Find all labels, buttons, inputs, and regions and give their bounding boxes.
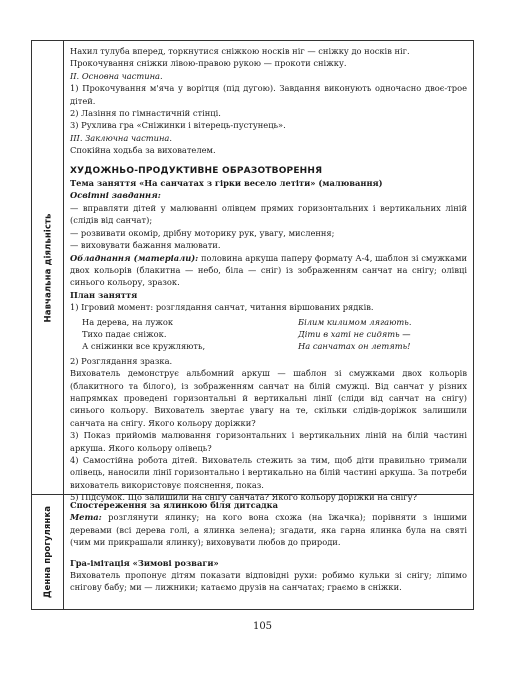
plan-item: 2) Розглядання зразка.	[70, 355, 173, 366]
poem-line: Білим килимом лягають.	[298, 316, 412, 327]
part2-heading: ІІ. Основна частина.	[70, 70, 163, 81]
materials-text: половина аркуша паперу формату А-4, шаблон зі смужками двох кольорів (блакитна — небо, біла — сніг) із зображенням санчат на снігу; олівці синього кольору, зразок.	[70, 252, 467, 288]
plan-label: План заняття	[70, 289, 138, 300]
game-text: Вихователь пропонує дітям показати відповідні рухи: робимо кульки зі снігу; ліпимо снігову бабу; ми — лижники; катаємо друзів на санчатах; граємо в сніжки.	[70, 570, 467, 593]
poem-line: Діти в хаті не сидять —	[298, 328, 411, 339]
part3-text: Спокійна ходьба за вихователем.	[70, 145, 216, 156]
intro-line: Прокочування сніжки лівою-правою рукою — прокоти сніжку.	[70, 58, 347, 69]
task-item: — виховувати бажання малювати.	[70, 240, 221, 251]
lesson-topic: Тема заняття «На санчатах з гірки весело летіти» (малювання)	[70, 178, 383, 189]
side-label-walk	[32, 494, 64, 610]
lesson-table	[31, 40, 474, 610]
side-label-learning	[32, 41, 64, 494]
observation-goal	[70, 511, 467, 548]
goal-label: Мета:	[70, 512, 102, 523]
intro-line: Нахил тулуба вперед, торкнутися сніжкою носків ніг — сніжку до носків ніг.	[70, 46, 410, 56]
section-heading: ХУДОЖНЬО-ПРОДУКТИВНЕ ОБРАЗОТВОРЕННЯ	[70, 165, 323, 176]
learning-activity-cell	[70, 45, 467, 504]
plan-item: 5) Підсумок. Що залишили на снігу санчата? Якого кольору доріжки на снігу?	[70, 492, 417, 503]
materials-label: Обладнання (матеріали):	[70, 252, 199, 263]
task-item: — розвивати окомір, дрібну моторику рук, увагу, мислення;	[70, 227, 335, 238]
poem-line: А сніжинки все кружляють,	[82, 341, 206, 352]
plan-item: 3) Показ прийомів малювання горизонтальних і вертикальних ліній на білій частині аркуша. Якого кольору олівець?	[70, 430, 467, 453]
plan-item: 1) Ігровий момент: розглядання санчат, читання віршованих рядків.	[70, 302, 374, 313]
side-label-learning-text: Навчальна діяльність	[43, 213, 53, 322]
observation-heading: Спостереження за ялинкою біля дитсадка	[70, 500, 278, 510]
part2-item: 2) Лазіння по гімнастичній стінці.	[70, 108, 221, 119]
poem-line: На санчатах он летять!	[298, 341, 411, 352]
poem-column-left	[82, 316, 298, 353]
poem-line: На дерева, на лужок	[82, 316, 174, 327]
goal-text: розглянути ялинку; на кого вона схожа (на їжачка); порівняти з іншими деревами (всі дерева голі, а ялинка зелена); згадати, яка гарна ялинка була на святі (чим ми прикрашали ялинку); виховувати любов до природи.	[70, 512, 467, 548]
poem	[70, 316, 467, 353]
part2-item: 3) Рухлива гра «Сніжинки і вітерець-пустунець».	[70, 120, 286, 131]
task-item: — вправляти дітей у малюванні олівцем прямих горизонтальних і вертикальних ліній (слідів від санчат);	[70, 202, 467, 226]
plan-item: 4) Самостійна робота дітей. Вихователь стежить за тим, щоб діти правильно тримали олівець, наносили лінії горизонтально і вертикально на білій частині аркуша. За потреби вихователь використовує пояснення, показ.	[70, 455, 467, 490]
tasks-label: Освітні завдання:	[70, 190, 161, 201]
poem-line: Тихо падає сніжок.	[82, 328, 167, 339]
game-heading: Гра-імітація «Зимові розваги»	[70, 557, 219, 568]
side-label-walk-text: Денна прогулянка	[43, 505, 53, 599]
materials-paragraph	[70, 252, 467, 289]
plan-paragraph: Вихователь демонструє альбомний аркуш — шаблон зі смужками двох кольорів (блакитного та білого), із зображенням санчат на білій смужці. Від санчат у різних напрямках проведені горизонтальні й вертикальні лінії (сліди від санчат на снігу) синього кольору. Вихователь звертає увагу на те, скільки слідів-доріжок залишили санчата на снігу. Якого кольору доріжки?	[70, 368, 467, 428]
walk-cell	[70, 499, 467, 594]
part2-item: 1) Прокочування м'яча у ворітця (під дугою). Завдання виконують одночасно двоє-трое дітей.	[70, 83, 467, 106]
poem-column-right	[298, 316, 411, 353]
page-number: 105	[252, 621, 273, 632]
part3-heading: ІІІ. Заключна частина.	[70, 132, 172, 143]
